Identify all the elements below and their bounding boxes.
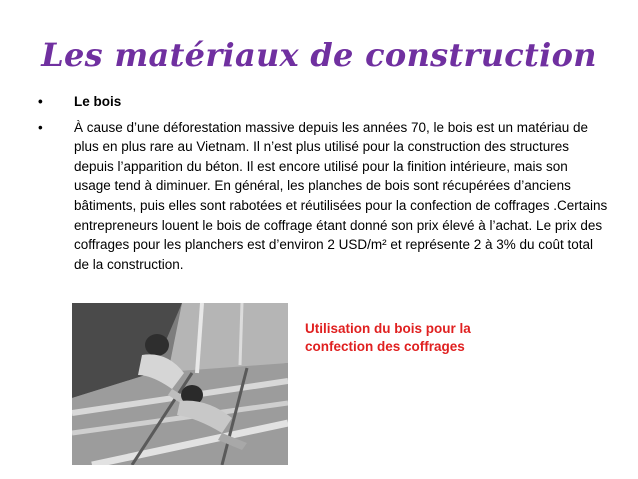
bullet-marker: • bbox=[38, 119, 43, 135]
bullet-list bbox=[38, 92, 608, 280]
bullet-item-le-bois bbox=[38, 92, 608, 112]
bullet-text: Le bois bbox=[74, 94, 122, 109]
photo-caption: Utilisation du bois pour la confection des coffrages bbox=[305, 321, 471, 354]
workers-building-formwork-photo bbox=[72, 303, 288, 465]
bullet-marker: • bbox=[38, 94, 43, 109]
bullet-text: À cause d’une déforestation massive depuis les années 70, le bois est un matériau de plus en plus rare au Vietnam. Il n’est plus utilisé pour la construction des structures depuis l’apparition du béton. Il est encore utilisé pour la finition intérieure, mais son usage tend à diminuer. En général, les planches de bois sont récupérées d’anciens bâtiments, puis elles sont rabotées et réutilisées pour la confection de coffrages .Certains entrepreneurs louent le bois de coffrage étant donné son prix élevé à l’achat. Le prix des coffrages pour les planchers est d’environ 2 USD/m² et représente 2 à 3% du coût total de la construction. bbox=[74, 119, 608, 272]
bullet-item-description bbox=[38, 118, 608, 275]
photo-illustration bbox=[72, 303, 288, 465]
slide-title: Les matériaux de construction bbox=[41, 36, 597, 74]
